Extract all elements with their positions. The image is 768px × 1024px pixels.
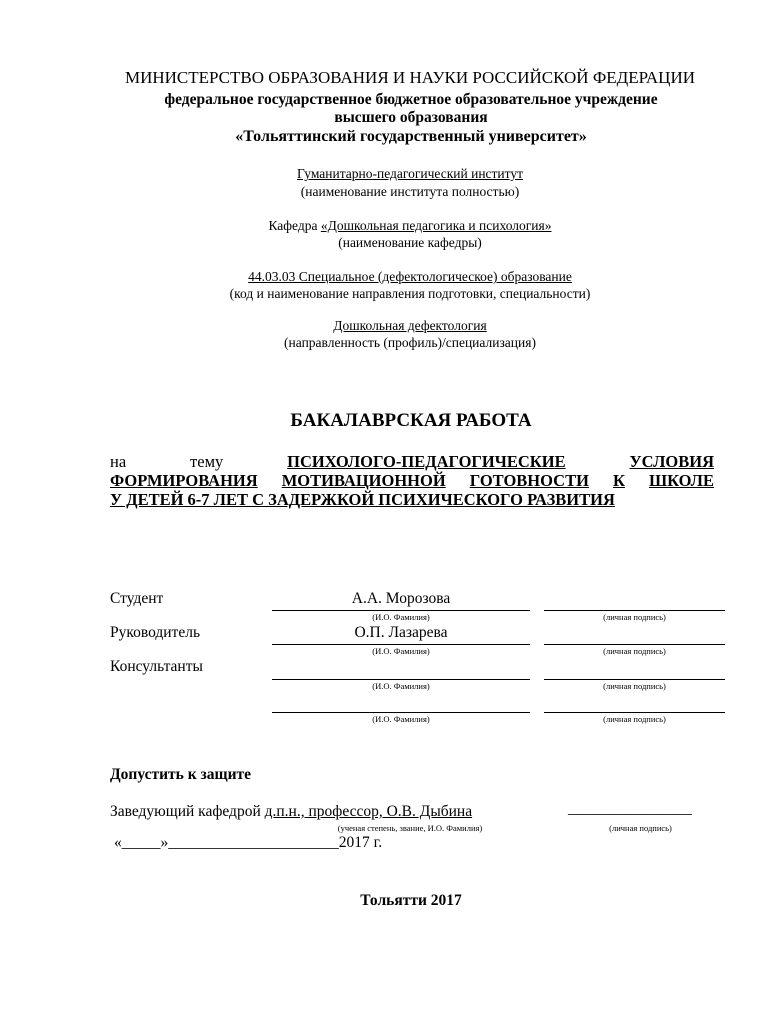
student-signature-caption: (личная подпись) [603, 612, 666, 622]
topic-prefix-tema: тему [190, 452, 224, 471]
student-name-line [272, 610, 530, 611]
department-caption: (наименование кафедры) [338, 235, 482, 250]
profile-name: Дошкольная дефектология [333, 318, 487, 333]
university-name: «Тольяттинский государственный университет» [235, 128, 587, 145]
head-signature-caption: (личная подпись) [609, 823, 672, 833]
supervisor-name: О.П. Лазарева [354, 624, 448, 641]
profile-caption: (направленность (профиль)/специализация) [284, 335, 536, 350]
institute-name: Гуманитарно-педагогический институт [296, 166, 524, 181]
direction-name: 44.03.03 Специальное (дефектологическое) образование [248, 269, 572, 284]
head-signature-line: ________________ [568, 800, 692, 817]
consultants-label: Консультанты [110, 658, 203, 675]
department-block [0, 218, 768, 234]
student-name-caption: (И.О. Фамилия) [372, 612, 430, 622]
topic-word: ГОТОВНОСТИ [469, 471, 589, 490]
institution-type: федеральное государственное бюджетное образовательное учреждение [164, 91, 658, 108]
education-level: высшего образования [334, 109, 488, 126]
topic-word: ШКОЛЕ [648, 471, 714, 490]
topic-word: УСЛОВИЯ [629, 452, 714, 471]
consultant-2-name-line [272, 712, 530, 713]
work-topic [110, 452, 714, 509]
department-prefix: Кафедра [268, 218, 321, 233]
consultant-2-signature-caption: (личная подпись) [603, 714, 666, 724]
consultant-2-signature-line [544, 712, 725, 713]
work-type-title: БАКАЛАВРСКАЯ РАБОТА [290, 410, 532, 431]
direction-block [0, 269, 768, 285]
topic-word: ПСИХОЛОГО-ПЕДАГОГИЧЕСКИЕ [287, 452, 566, 471]
supervisor-signature-caption: (личная подпись) [603, 646, 666, 656]
consultant-2-name-caption: (И.О. Фамилия) [372, 714, 430, 724]
topic-word: МОТИВАЦИОННОЙ [281, 471, 446, 490]
topic-word: К [612, 471, 625, 490]
head-label: Заведующий кафедрой [110, 803, 265, 820]
topic-line-1 [110, 452, 714, 471]
consultant-1-name-caption: (И.О. Фамилия) [372, 681, 430, 691]
consultant-1-name-line [272, 679, 530, 680]
profile-block [0, 318, 768, 334]
supervisor-label: Руководитель [110, 624, 201, 641]
student-name: А.А. Морозова [351, 590, 451, 607]
topic-line-3-text: У ДЕТЕЙ 6-7 ЛЕТ С ЗАДЕРЖКОЙ ПСИХИЧЕСКОГО РАЗВИТИЯ [110, 490, 615, 509]
topic-prefix-na: на [110, 452, 127, 471]
institute-caption: (наименование института полностью) [300, 184, 520, 199]
date-line: «_____»______________________2017 г. [114, 834, 383, 851]
student-signature-line [544, 610, 725, 611]
head-of-department [110, 803, 472, 821]
supervisor-name-caption: (И.О. Фамилия) [372, 646, 430, 656]
ministry-heading: МИНИСТЕРСТВО ОБРАЗОВАНИЯ И НАУКИ РОССИЙСКОЙ ФЕДЕРАЦИИ [124, 68, 696, 87]
topic-line-2 [110, 471, 714, 490]
topic-line-3 [110, 490, 714, 509]
institute-block [0, 166, 768, 182]
city-year: Тольятти 2017 [360, 892, 462, 909]
head-caption: (ученая степень, звание, И.О. Фамилия) [337, 823, 483, 833]
topic-word: ФОРМИРОВАНИЯ [110, 471, 258, 490]
consultant-1-signature-caption: (личная подпись) [603, 681, 666, 691]
admit-to-defense: Допустить к защите [110, 766, 252, 783]
department-name: «Дошкольная педагогика и психология» [320, 218, 552, 233]
consultant-1-signature-line [544, 679, 725, 680]
head-name: д.п.н., профессор, О.В. Дыбина [264, 803, 473, 820]
student-label: Студент [110, 590, 164, 607]
direction-caption: (код и наименование направления подготовки, специальности) [229, 286, 591, 301]
supervisor-signature-line [544, 644, 725, 645]
supervisor-name-line [272, 644, 530, 645]
